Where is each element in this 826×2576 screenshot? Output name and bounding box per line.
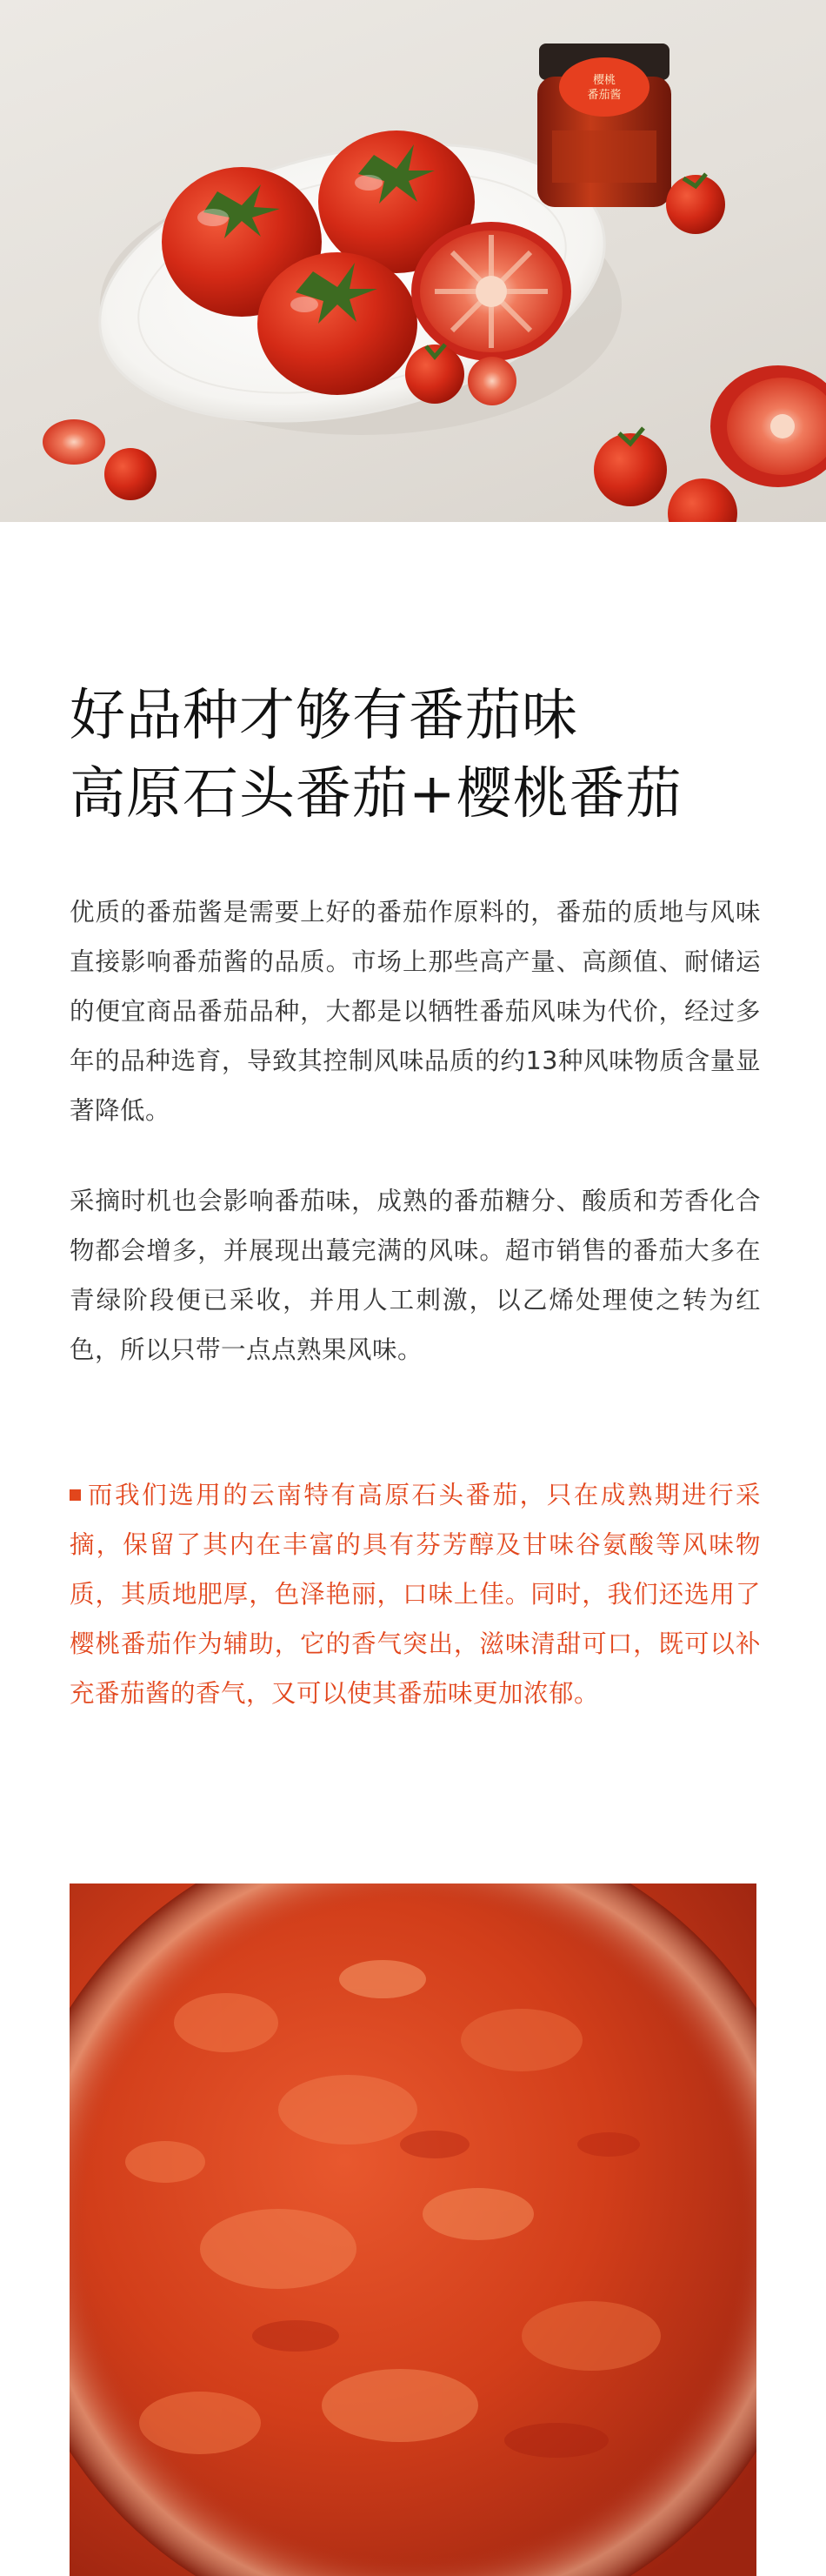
headline-line-1: 好品种才够有番茄味	[70, 684, 578, 748]
jar-label-text-1: 樱桃	[592, 73, 616, 86]
paragraph-our-selection-text: 而我们选用的云南特有高原石头番茄，只在成熟期进行采摘，保留了其内在丰富的具有芬芳醇及甘味谷氨酸等风味物质，其质地肥厚，色泽艳丽，口味上佳。同时，我们还选用了樱桃番茄作为辅助，它的香气突出，滋味清甜可口，既可以补充番茄酱的香气，又可以使其番茄味更加浓郁。	[70, 1481, 761, 1708]
jar-label-text-2: 番茄酱	[587, 88, 622, 101]
tomato-cut-right	[710, 365, 826, 487]
paragraph-variety-quality: 优质的番茄酱是需要上好的番茄作原料的，番茄的质地与风味直接影响番茄酱的品质。市场上那些高产量、高颜值、耐储运的便宜商品番茄品种，大都是以牺牲番茄风味为代价，经过多年的品种选育，导致其控制风味品质的约13种风味物质含量显著降低。	[70, 898, 761, 1125]
square-bullet-icon	[70, 1489, 81, 1501]
headline-line-2: 高原石头番茄+樱桃番茄	[70, 762, 683, 826]
jar-rim	[70, 1883, 756, 2576]
sauce-jar	[537, 43, 671, 207]
paragraph-harvest-timing: 采摘时机也会影响番茄味，成熟的番茄糖分、酸质和芳香化合物都会增多，并展现出蕞完满的风味。超市销售的番茄大多在青绿阶段便已采收，并用人工刺激，以乙烯处理使之转为红色，所以只带一点点熟果风味。	[70, 1187, 761, 1364]
jar-label	[559, 57, 649, 117]
headline	[70, 677, 783, 833]
tomato-front	[257, 252, 417, 395]
jar-back-label	[552, 130, 656, 183]
sauce-closeup-photo	[70, 1883, 756, 2576]
hero-photo-tomatoes	[0, 0, 826, 522]
tomato-cut-half	[411, 222, 571, 361]
sauce-illustration	[70, 1883, 756, 2576]
hero-illustration	[0, 0, 826, 522]
paragraph-our-selection	[70, 1470, 761, 1718]
